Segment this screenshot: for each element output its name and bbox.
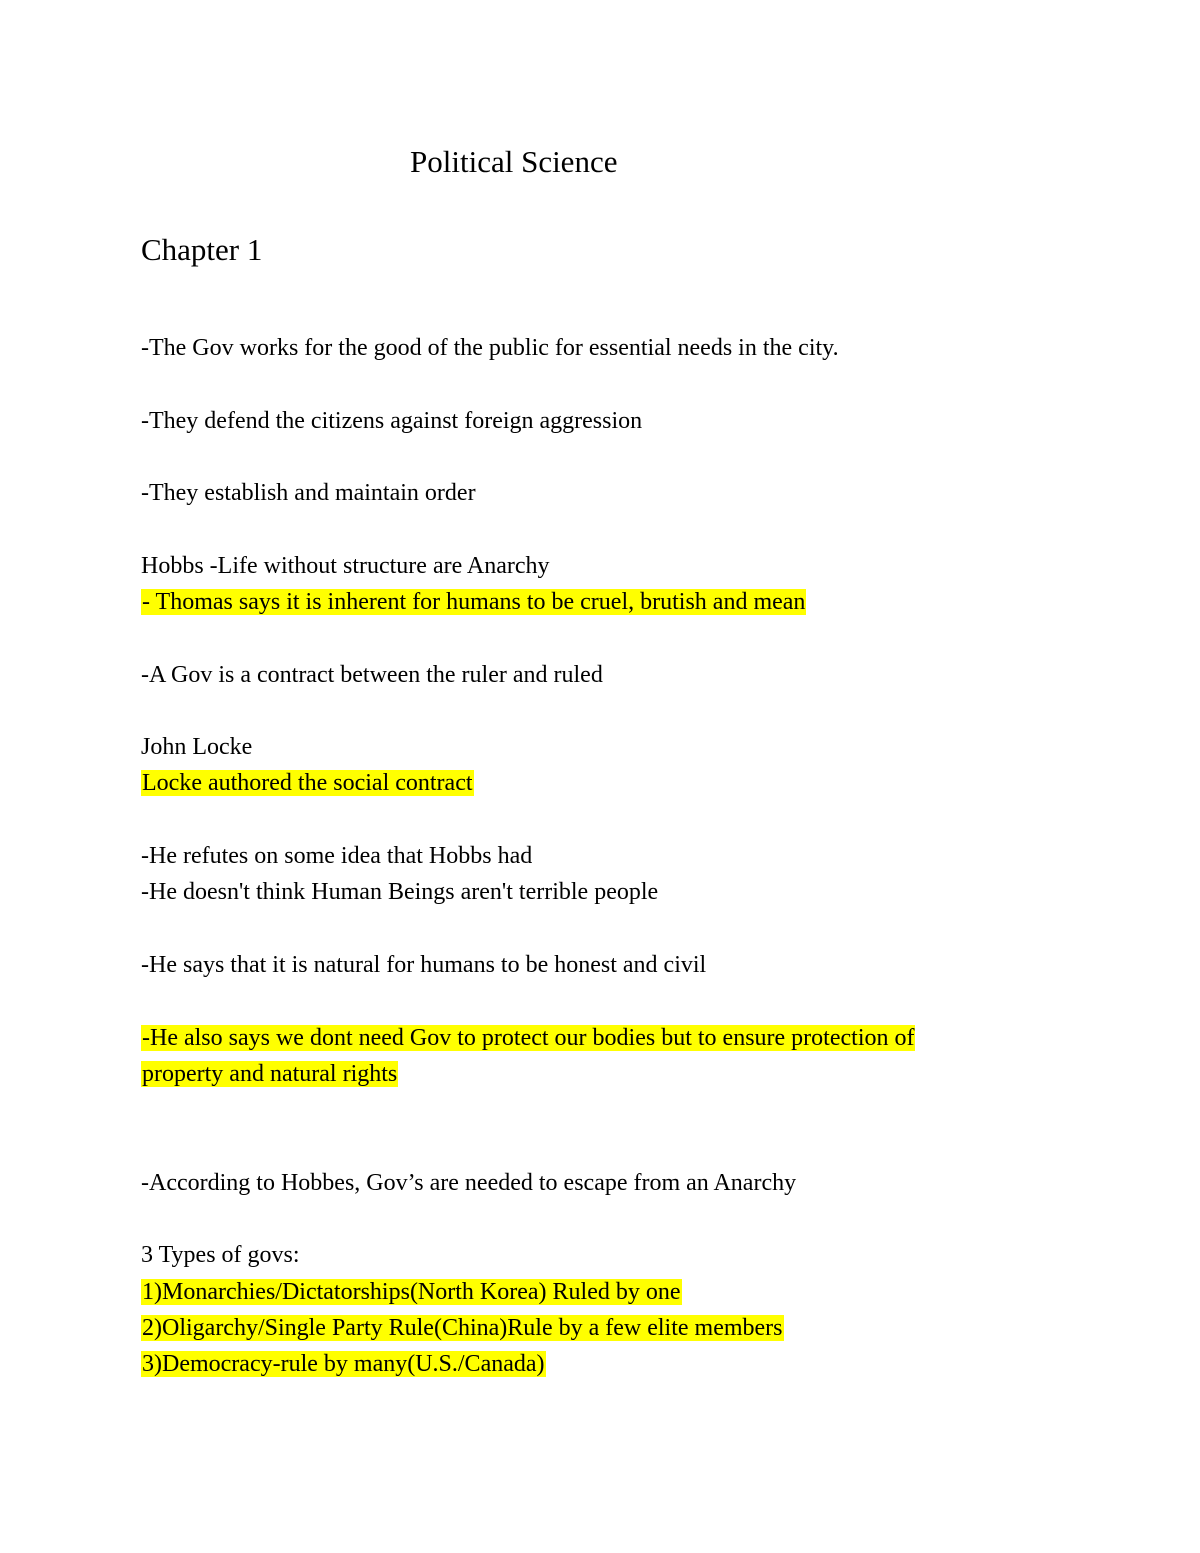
note-line xyxy=(141,1237,300,1273)
highlighted-text: 2)Oligarchy/Single Party Rule(China)Rule by a few elite members xyxy=(142,1315,783,1341)
highlighted-text: - Thomas says it is inherent for humans to be cruel, brutish and mean xyxy=(142,589,806,615)
highlighted-note-line xyxy=(141,1346,546,1382)
document-title: Political Science xyxy=(410,144,618,179)
highlighted-note-line xyxy=(141,765,474,801)
highlighted-note-line xyxy=(141,1310,784,1346)
note-text: John Locke xyxy=(141,734,253,760)
note-line xyxy=(141,1165,796,1201)
note-line xyxy=(141,947,706,983)
note-line xyxy=(141,657,603,693)
note-line xyxy=(141,403,642,439)
chapter-heading: Chapter 1 xyxy=(141,232,263,267)
highlighted-text: property and natural rights xyxy=(142,1061,398,1087)
highlighted-note-line xyxy=(141,1020,915,1056)
note-text: 3 Types of govs: xyxy=(141,1242,300,1268)
highlighted-note-line xyxy=(141,1056,398,1092)
note-text: -A Gov is a contract between the ruler and ruled xyxy=(141,662,603,688)
note-text: -He refutes on some idea that Hobbs had xyxy=(141,843,533,869)
note-text: Hobbs -Life without structure are Anarchy xyxy=(141,553,550,579)
note-text: -They establish and maintain order xyxy=(141,480,476,506)
highlighted-text: 1)Monarchies/Dictatorships(North Korea) Ruled by one xyxy=(142,1279,681,1305)
note-text: -He says that it is natural for humans to be honest and civil xyxy=(141,952,707,978)
highlighted-text: Locke authored the social contract xyxy=(142,770,473,796)
note-line xyxy=(141,330,839,366)
note-text: -They defend the citizens against foreign aggression xyxy=(141,408,643,434)
note-line xyxy=(141,548,550,584)
highlighted-text: 3)Democracy-rule by many(U.S./Canada) xyxy=(142,1351,545,1377)
note-text: -According to Hobbes, Gov’s are needed to escape from an Anarchy xyxy=(141,1170,797,1196)
note-line xyxy=(141,838,532,874)
note-line xyxy=(141,475,476,511)
highlighted-note-line xyxy=(141,584,806,620)
note-line xyxy=(141,729,252,765)
note-line xyxy=(141,874,658,910)
note-text: -The Gov works for the good of the public for essential needs in the city. xyxy=(141,335,839,361)
highlighted-note-line xyxy=(141,1274,682,1310)
highlighted-text: -He also says we dont need Gov to protect our bodies but to ensure protection of xyxy=(142,1025,915,1051)
note-text: -He doesn't think Human Beings aren't terrible people xyxy=(141,879,659,905)
